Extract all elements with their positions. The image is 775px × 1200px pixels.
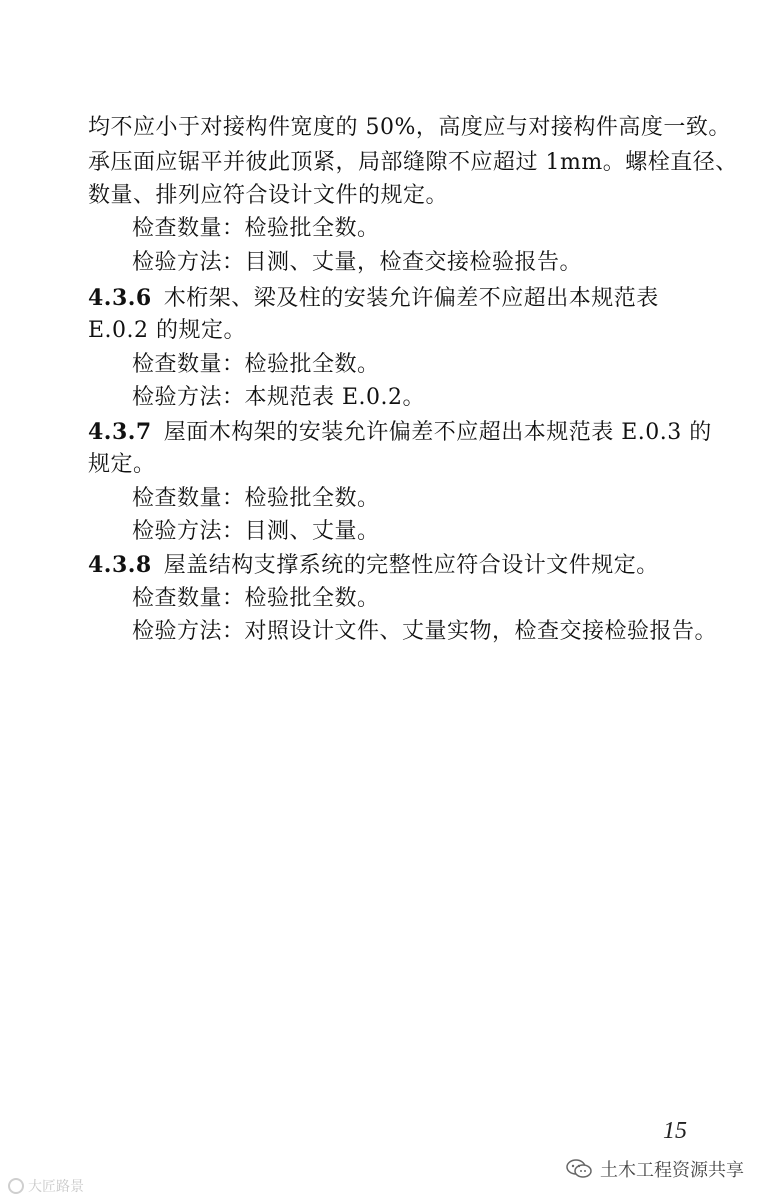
wechat-icon [566, 1159, 592, 1179]
watermark-right-text: 土木工程资源共享 [600, 1160, 744, 1181]
clause-text-continuation: E.0.2 的规定。 [88, 318, 247, 343]
clause-text: 屋盖结构支撑系统的完整性应符合设计文件规定。 [163, 553, 659, 578]
page-number: 15 [663, 1118, 687, 1144]
clause-number: 4.3.6 [88, 285, 152, 311]
check-quantity-line: 检查数量：检验批全数。 [132, 352, 380, 377]
clause-text: 屋面木构架的安装允许偏差不应超出本规范表 E.0.3 的 [163, 420, 712, 445]
check-quantity-line: 检查数量：检验批全数。 [132, 216, 380, 241]
clause-number: 4.3.7 [88, 419, 152, 445]
watermark-left [8, 1176, 84, 1196]
watermark-right [566, 1156, 744, 1182]
circle-logo-icon [8, 1178, 24, 1194]
check-method-line: 检验方法：目测、丈量。 [132, 519, 380, 544]
clause-4-3-6 [88, 283, 659, 314]
check-method-line: 检验方法：目测、丈量，检查交接检验报告。 [132, 250, 583, 275]
body-text-line: 数量、排列应符合设计文件的规定。 [88, 183, 449, 208]
clause-text: 木桁架、梁及柱的安装允许偏差不应超出本规范表 [163, 286, 659, 311]
body-text-line: 均不应小于对接构件宽度的 50%，高度应与对接构件高度一致。 [88, 115, 731, 140]
body-text-line: 承压面应锯平并彼此顶紧，局部缝隙不应超过 1mm。螺栓直径、 [88, 150, 738, 175]
check-quantity-line: 检查数量：检验批全数。 [132, 486, 380, 511]
clause-4-3-8 [88, 550, 659, 581]
check-quantity-line: 检查数量：检验批全数。 [132, 586, 380, 611]
watermark-left-text: 大匠路景 [28, 1179, 84, 1195]
clause-number: 4.3.8 [88, 552, 152, 578]
clause-4-3-7 [88, 417, 712, 448]
check-method-line: 检验方法：对照设计文件、丈量实物，检查交接检验报告。 [132, 619, 718, 644]
check-method-line: 检验方法：本规范表 E.0.2。 [132, 385, 426, 410]
clause-text-continuation: 规定。 [88, 452, 156, 477]
